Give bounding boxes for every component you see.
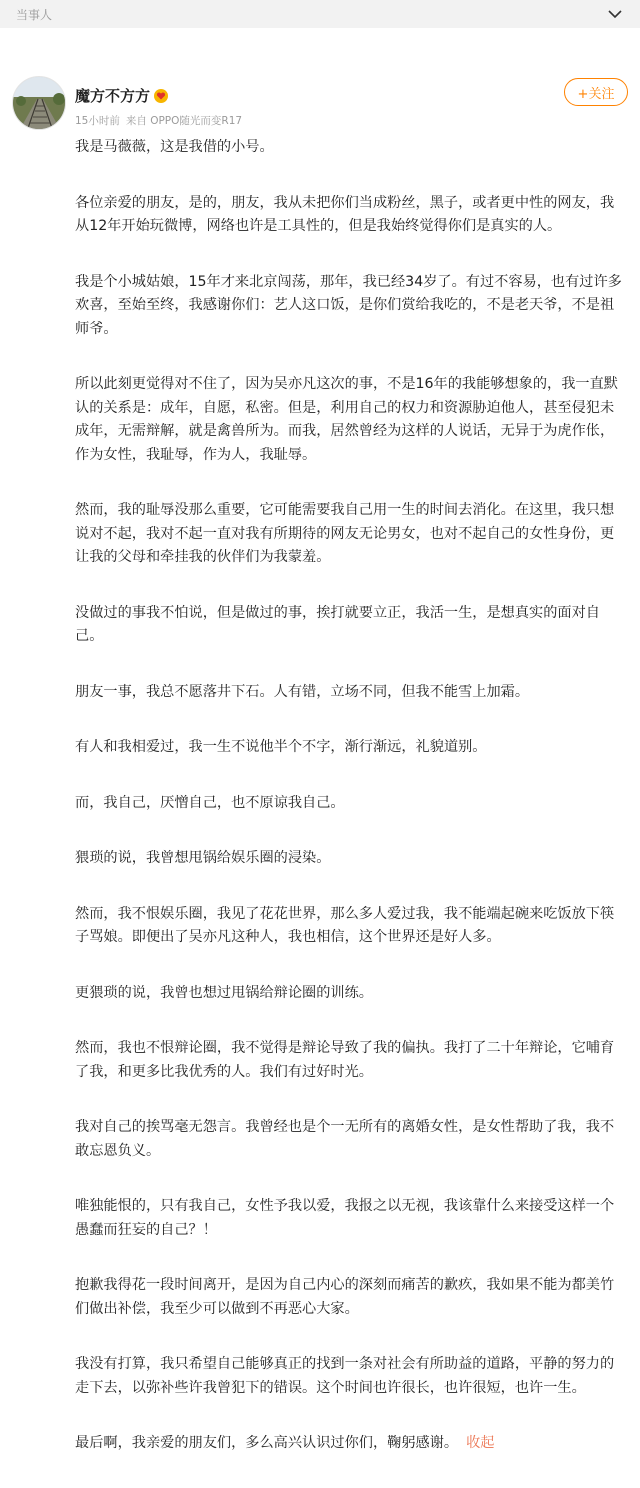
paragraph: 唯独能恨的，只有我自己，女性予我以爱，我报之以无视，我该靠什么来接受这样一个愚蠢而狂妄的自己？！ xyxy=(75,1198,615,1238)
follow-button[interactable]: +关注 xyxy=(564,78,628,106)
post-content xyxy=(75,136,626,1488)
top-bar xyxy=(0,0,640,28)
paragraph: 而，我自己，厌憎自己，也不原谅我自己。 xyxy=(75,794,345,811)
post-header xyxy=(75,85,242,128)
paragraph: 然而，我也不恨辩论圈，我不觉得是辩论导致了我的偏执。我打了二十年辩论，它哺育了我，和更多比我优秀的人。我们有过好时光。 xyxy=(75,1040,615,1080)
post-source: 来自 OPPO随光而变R17 xyxy=(125,115,243,127)
paragraph: 然而，我不恨娱乐圈，我见了花花世界，那么多人爱过我，我不能端起碗来吃饭放下筷子骂娘。即便出了吴亦凡这种人，我也相信，这个世界还是好人多。 xyxy=(75,905,615,945)
paragraph: 我没有打算，我只希望自己能够真正的找到一条对社会有所助益的道路，平静的努力的走下去，以弥补些许我曾犯下的错误。这个时间也许很长，也许很短，也许一生。 xyxy=(75,1356,615,1396)
paragraph: 所以此刻更觉得对不住了，因为吴亦凡这次的事，不是16年的我能够想象的，我一直默认的关系是：成年，自愿，私密。但是，利用自己的权力和资源胁迫他人，甚至侵犯未成年，无需辩解，就是禽兽所为。而我，居然曾经为这样的人说话，无异于为虎作伥，作为女性，我耻辱，作为人，我耻辱。 xyxy=(75,376,618,463)
paragraph: 我是马薇薇，这是我借的小号。 xyxy=(75,139,274,155)
paragraph: 然而，我的耻辱没那么重要，它可能需要我自己用一生的时间去消化。在这里，我只想说对不起，我对不起一直对我有所期待的网友无论男女，也对不起自己的女性身份，更让我的父母和牵挂我的伙伴们为我蒙羞。 xyxy=(75,502,615,565)
collapse-link[interactable]: 收起 xyxy=(466,1435,495,1451)
post-time: 15小时前 xyxy=(75,115,120,127)
paragraph: 我是个小城姑娘，15年才来北京闯荡，那年，我已经34岁了。有过不容易，也有过许多欢喜，至始至终，我感谢你们：艺人这口饭，是你们赏给我吃的，不是老天爷，不是祖师爷。 xyxy=(75,273,622,337)
section-label: 当事人 xyxy=(16,7,53,22)
chevron-down-icon[interactable] xyxy=(604,3,626,25)
paragraph: 有人和我相爱过，我一生不说他半个不字，渐行渐远，礼貌道别。 xyxy=(75,739,487,755)
last-paragraph xyxy=(75,1432,626,1456)
paragraph: 朋友一事，我总不愿落井下石。人有错，立场不同，但我不能雪上加霜。 xyxy=(75,683,530,700)
paragraph: 各位亲爱的朋友，是的，朋友，我从未把你们当成粉丝，黑子，或者更中性的网友，我从12年开始玩微博，网络也许是工具性的，但是我始终觉得你们是真实的人。 xyxy=(75,194,615,234)
paragraph-text: 最后啊，我亲爱的朋友们，多么高兴认识过你们，鞠躬感谢。 xyxy=(75,1435,459,1451)
verified-badge-icon xyxy=(154,89,168,103)
paragraph: 没做过的事我不怕说，但是做过的事，挨打就要立正，我活一生，是想真实的面对自己。 xyxy=(75,604,600,644)
author-name[interactable]: 魔方不方方 xyxy=(75,87,151,105)
paragraph: 抱歉我得花一段时间离开，是因为自己内心的深刻而痛苦的歉疚，我如果不能为都美竹们做出补偿，我至少可以做到不再恶心大家。 xyxy=(75,1277,615,1317)
post-meta xyxy=(75,113,242,128)
paragraph: 猥琐的说，我曾想甩锅给娱乐圈的浸染。 xyxy=(75,850,331,866)
avatar[interactable] xyxy=(12,76,66,130)
paragraph: 更猥琐的说，我曾也想过甩锅给辩论圈的训练。 xyxy=(75,984,373,1001)
paragraph: 我对自己的挨骂毫无怨言。我曾经也是个一无所有的离婚女性，是女性帮助了我，我不敢忘恩负义。 xyxy=(75,1119,615,1159)
